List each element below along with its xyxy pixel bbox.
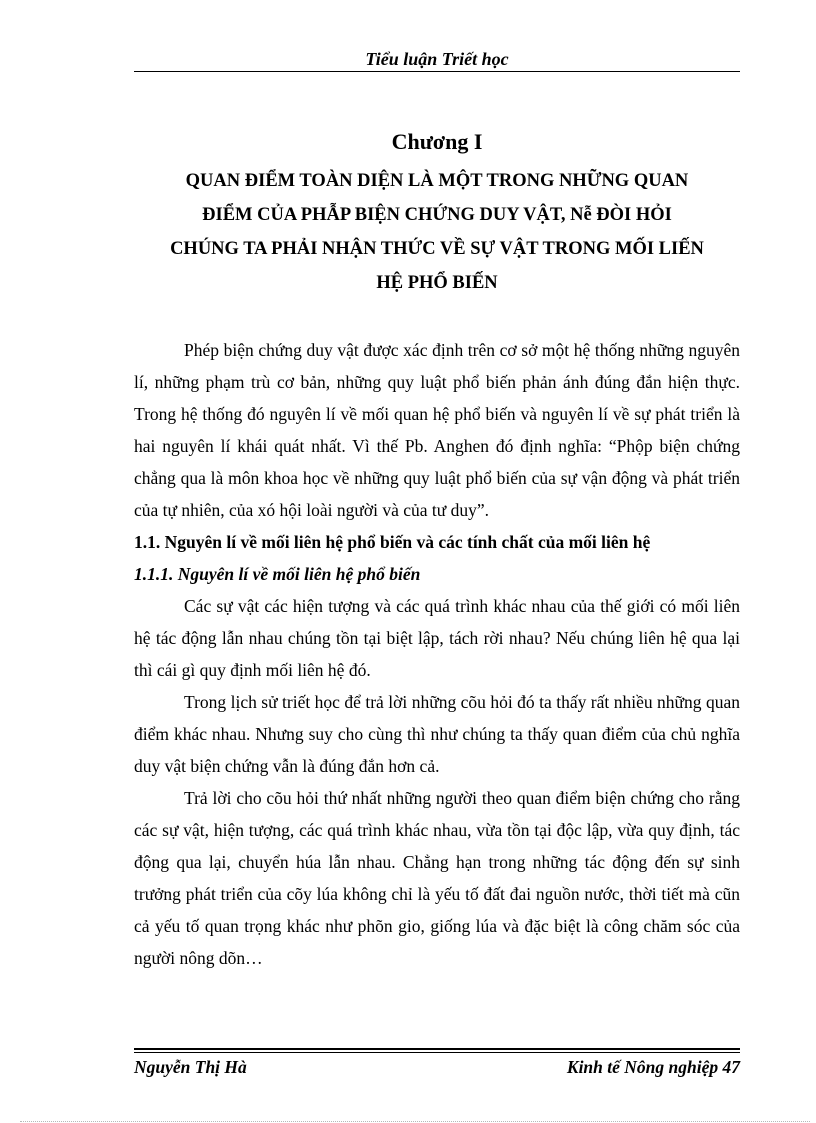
header-divider xyxy=(134,71,740,72)
body-paragraph: Trả lời cho cõu hỏi thứ nhất những người theo quan điểm biện chứng cho rằng các sự vật, hiện tượng, các quá trình khác nhau, vừa tồn tại độc lập, vừa quy định, tác động qua lại, chuyển húa lẫn nhau. Chẳng hạn trong những tác động đến sự sinh trưởng phát triển của cõy lúa không chỉ là yếu tố đất đai nguồn nước, thời tiết mà cũn cả yếu tố quan trọng khác như phõn gio, giống lúa và đặc biệt là công chăm sóc của người nông dõn… xyxy=(134,788,740,968)
body-paragraph: Trong lịch sử triết học để trả lời những cõu hỏi đó ta thấy rất nhiều những quan điểm khác nhau. Nhưng suy cho cùng thì như chúng ta thấy quan điểm của chủ nghĩa duy vật biện chứng vẫn là đúng đắn hơn cả. xyxy=(134,692,740,776)
chapter-subtitle-line: HỆ PHỔ BIẾN xyxy=(376,273,498,293)
chapter-subtitle xyxy=(134,164,740,300)
chapter-subtitle-line: CHÚNG TA PHẢI NHẬN THỨC VỀ SỰ VẬT TRONG MỐI LIẾN xyxy=(170,239,704,259)
body-paragraph: Các sự vật các hiện tượng và các quá trình khác nhau của thế giới có mối liên hệ tác động lẫn nhau chúng tồn tại biệt lập, tách rời nhau? Nếu chúng liên hệ qua lại thì cái gì quy định mối liên hệ đó. xyxy=(134,596,740,680)
page-edge xyxy=(20,1121,810,1122)
subsection-heading: 1.1.1. Nguyên lí về mối liên hệ phổ biến xyxy=(134,564,421,584)
intro-paragraph: Phép biện chứng duy vật được xác định trên cơ sở một hệ thống những nguyên lí, những phạm trù cơ bản, những quy luật phổ biến phản ánh đúng đắn hiện thực. Trong hệ thống đó nguyên lí về mối quan hệ phổ biến và nguyên lí về sự phát triển là hai nguyên lí khái quát nhất. Vì thế Pb. Anghen đó định nghĩa: “Phộp biện chứng chẳng qua là môn khoa học về những quy luật phổ biến của sự vận động và phát triển của tự nhiên, của xó hội loài người và của tư duy”. xyxy=(134,340,740,520)
chapter-subtitle-line: QUAN ĐIỂM TOÀN DIỆN LÀ MỘT TRONG NHỮNG QUAN xyxy=(185,171,689,191)
footer-class: Kinh tế Nông nghiệp 47 xyxy=(566,1057,740,1077)
footer-divider xyxy=(134,1048,740,1050)
document-body xyxy=(134,334,740,974)
section-heading: 1.1. Nguyên lí về mối liên hệ phổ biến và các tính chất của mối liên hệ xyxy=(134,532,651,552)
footer-divider-thin xyxy=(134,1052,740,1053)
footer-author: Nguyễn Thị Hà xyxy=(134,1057,247,1077)
chapter-subtitle-line: ĐIỂM CỦA PHẪP BIỆN CHỨNG DUY VẬT, Nễ ĐÒI HỎI xyxy=(202,205,672,225)
running-header: Tiểu luận Triết học xyxy=(365,49,509,69)
chapter-title: Chương I xyxy=(391,129,483,154)
